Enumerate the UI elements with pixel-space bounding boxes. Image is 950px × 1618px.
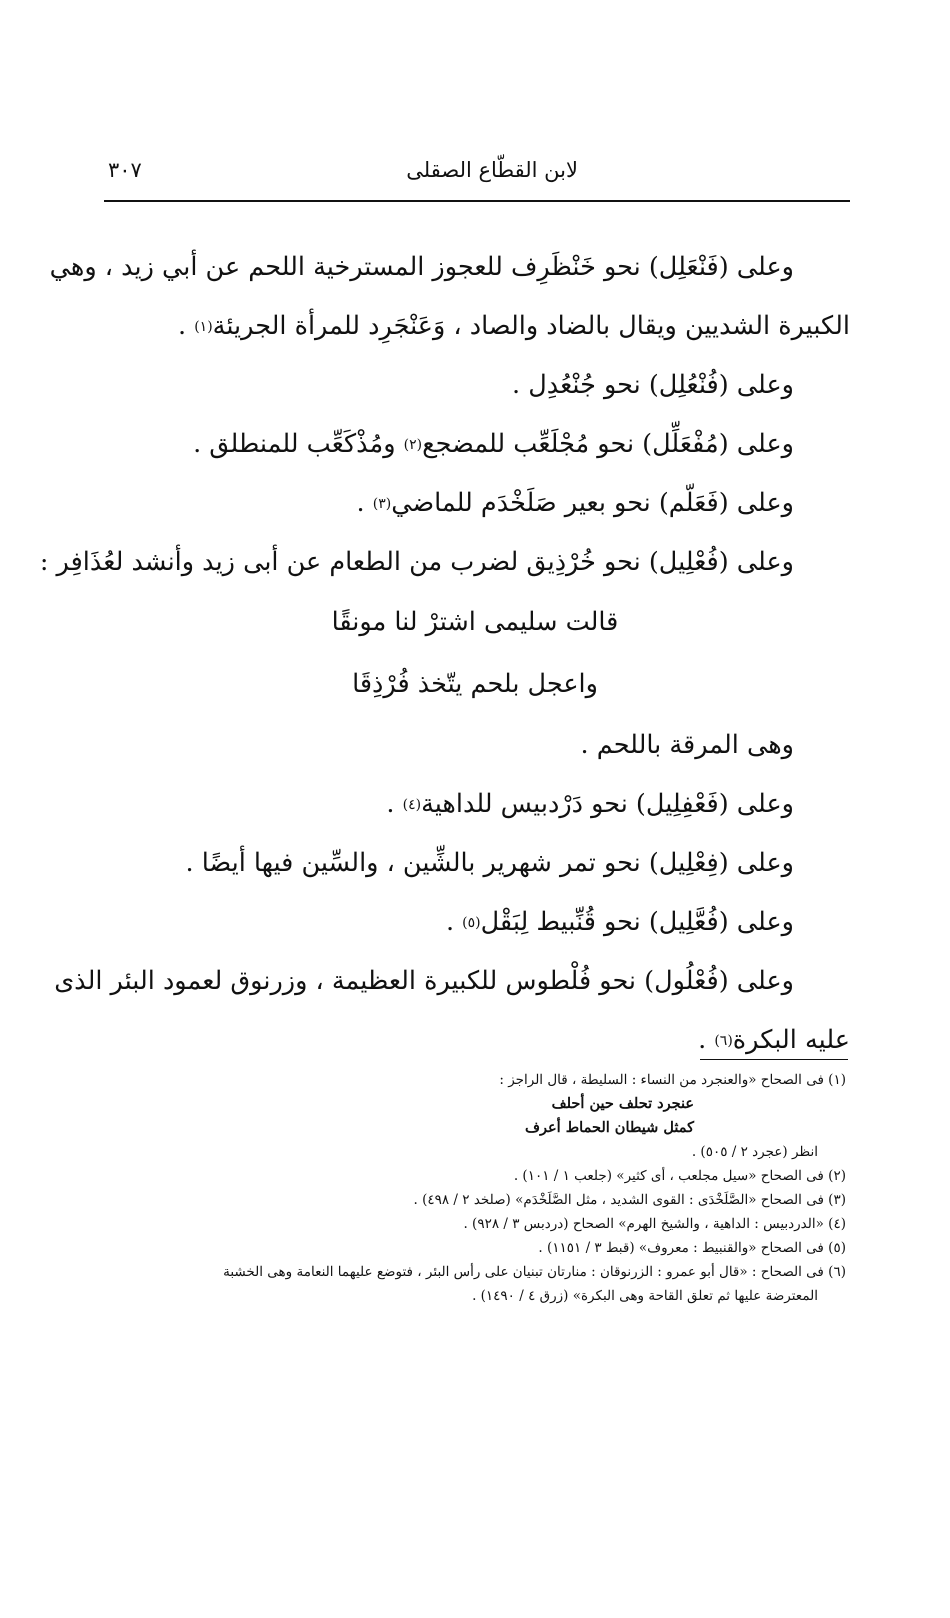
line-text: وعلى (فُنْعُلِل) نحو جُنْعُدِل . [512, 369, 794, 400]
text-line [100, 834, 850, 893]
text-line: الكبيرة الشديين ويقال بالضاد والصاد ، وَعَنْجَرِد للمرأة الجريئة (١) . [177, 310, 850, 341]
text-line: وعلى (مُفْعَلِّل) نحو مُجْلَعِّب للمضجع (٢) ومُذْكَعِّب للمنطلق . [193, 428, 794, 459]
running-title: لابن القطّاع الصقلى [406, 158, 578, 182]
footnotes [104, 1068, 846, 1308]
text-line [49, 238, 850, 297]
footnote-verse: كمثل شيطان الحماط أعرف [524, 1119, 694, 1136]
line-end-dot: . [177, 310, 187, 341]
line-end-dot: . [386, 788, 395, 819]
text-line [54, 952, 850, 1011]
verse-text: واعجل بلحم يتّخذ فُرْذِقَا [352, 669, 598, 700]
line-end-dot: . [356, 487, 365, 518]
footnote: (٣) فى الصحاح «الصَّلَخْدَى : القوى الشديد ، مثل الصَّلَخْدَم» (صلخد ٢ / ٤٩٨) . [413, 1192, 846, 1208]
line-text: وعلى (فِعْلِيل) نحو تمر شهرير بالشِّين ، والسِّين فيها أيضًا . [185, 847, 794, 878]
text-line [100, 716, 850, 775]
line-text: وعلى (فُعْلُول) نحو فُلْطوس للكبيرة العظيمة ، وزرنوق لعمود البئر الذى [54, 965, 794, 996]
text-line: وعلى (فَعْفِلِيل) نحو دَرْدبيس للداهية (٤) . [386, 788, 794, 819]
text-line: وعلى (فُعَّلِيل) نحو قُنِّبيط لِبَقْل (٥) . [445, 906, 794, 937]
line-text: وعلى (مُفْعَلِّل) نحو مُجْلَعِّب للمضجع [422, 428, 794, 459]
line-text: وعلى (فَنْعَلِل) نحو خَنْظَرِف للعجوز المسترخية اللحم عن أبي زيد ، وهي [49, 251, 794, 282]
line-text: وعلى (فُعْلِيل) نحو خُرْذِيق لضرب من الطعام عن أبى زيد وأنشد لعُذَافِر : [39, 546, 794, 577]
line-text: الكبيرة الشديين ويقال بالضاد والصاد ، وَعَنْجَرِد للمرأة الجريئة [212, 310, 850, 341]
header-divider [104, 200, 850, 202]
text-line [39, 533, 850, 592]
line-text: عليه البكرة [732, 1024, 850, 1055]
footnote-continuation: المعترضة عليها ثم تعلق القاحة وهى البكرة» (زرق ٤ / ١٤٩٠) . [472, 1288, 818, 1304]
verse-line [100, 654, 850, 716]
line-text: وعلى (فَعْفِلِيل) نحو دَرْدبيس للداهية [421, 788, 794, 819]
verse-text: قالت سليمى اشترْ لنا مونقًا [331, 607, 619, 638]
verse-line [100, 592, 850, 654]
footnote: (٤) «الدردبيس : الداهية ، والشيخ الهرم» الصحاح (دردبس ٣ / ٩٢٨) . [463, 1216, 846, 1232]
page-header [108, 158, 848, 198]
line-text: وهى المرقة باللحم . [580, 729, 794, 760]
main-text [39, 238, 850, 1070]
footnote: (٥) فى الصحاح «والقنبيط : معروف» (قبط ٣ / ١١٥١) . [538, 1240, 846, 1256]
footnote: (٢) فى الصحاح «سيل مجلعب ، أى كثير» (جلعب ١ / ١٠١) . [513, 1168, 846, 1184]
text-line [100, 356, 850, 415]
line-text: وعلى (فَعَلّم) نحو بعير صَلَخْدَم للماضي [391, 487, 794, 518]
line-end-dot: . [445, 906, 455, 937]
footnote-divider [700, 1059, 848, 1060]
footnote-verse: عنجرد تحلف حين أحلف [551, 1095, 694, 1112]
footnote-reference: انظر (عجرد ٢ / ٥٠٥) . [691, 1144, 818, 1160]
footnote: (١) فى الصحاح «والعنجرد من النساء : السليطة ، قال الراجز : [499, 1072, 846, 1088]
text-line: وعلى (فَعَلّم) نحو بعير صَلَخْدَم للماضي (٣) . [356, 487, 794, 518]
line-end-dot: . [698, 1024, 707, 1055]
text-line: عليه البكرة (٦) . [698, 1024, 850, 1055]
footnote: (٦) فى الصحاح : «قال أبو عمرو : الزرنوقان : منارتان تبنيان على رأس البئر ، فتوضع عليهما النعامة وهى الخشبة [223, 1264, 846, 1280]
line-text: وعلى (فُعَّلِيل) نحو قُنِّبيط لِبَقْل [480, 906, 794, 937]
line-text-tail: ومُذْكَعِّب للمنطلق . [193, 428, 396, 459]
page-number: ٣٠٧ [108, 158, 142, 182]
